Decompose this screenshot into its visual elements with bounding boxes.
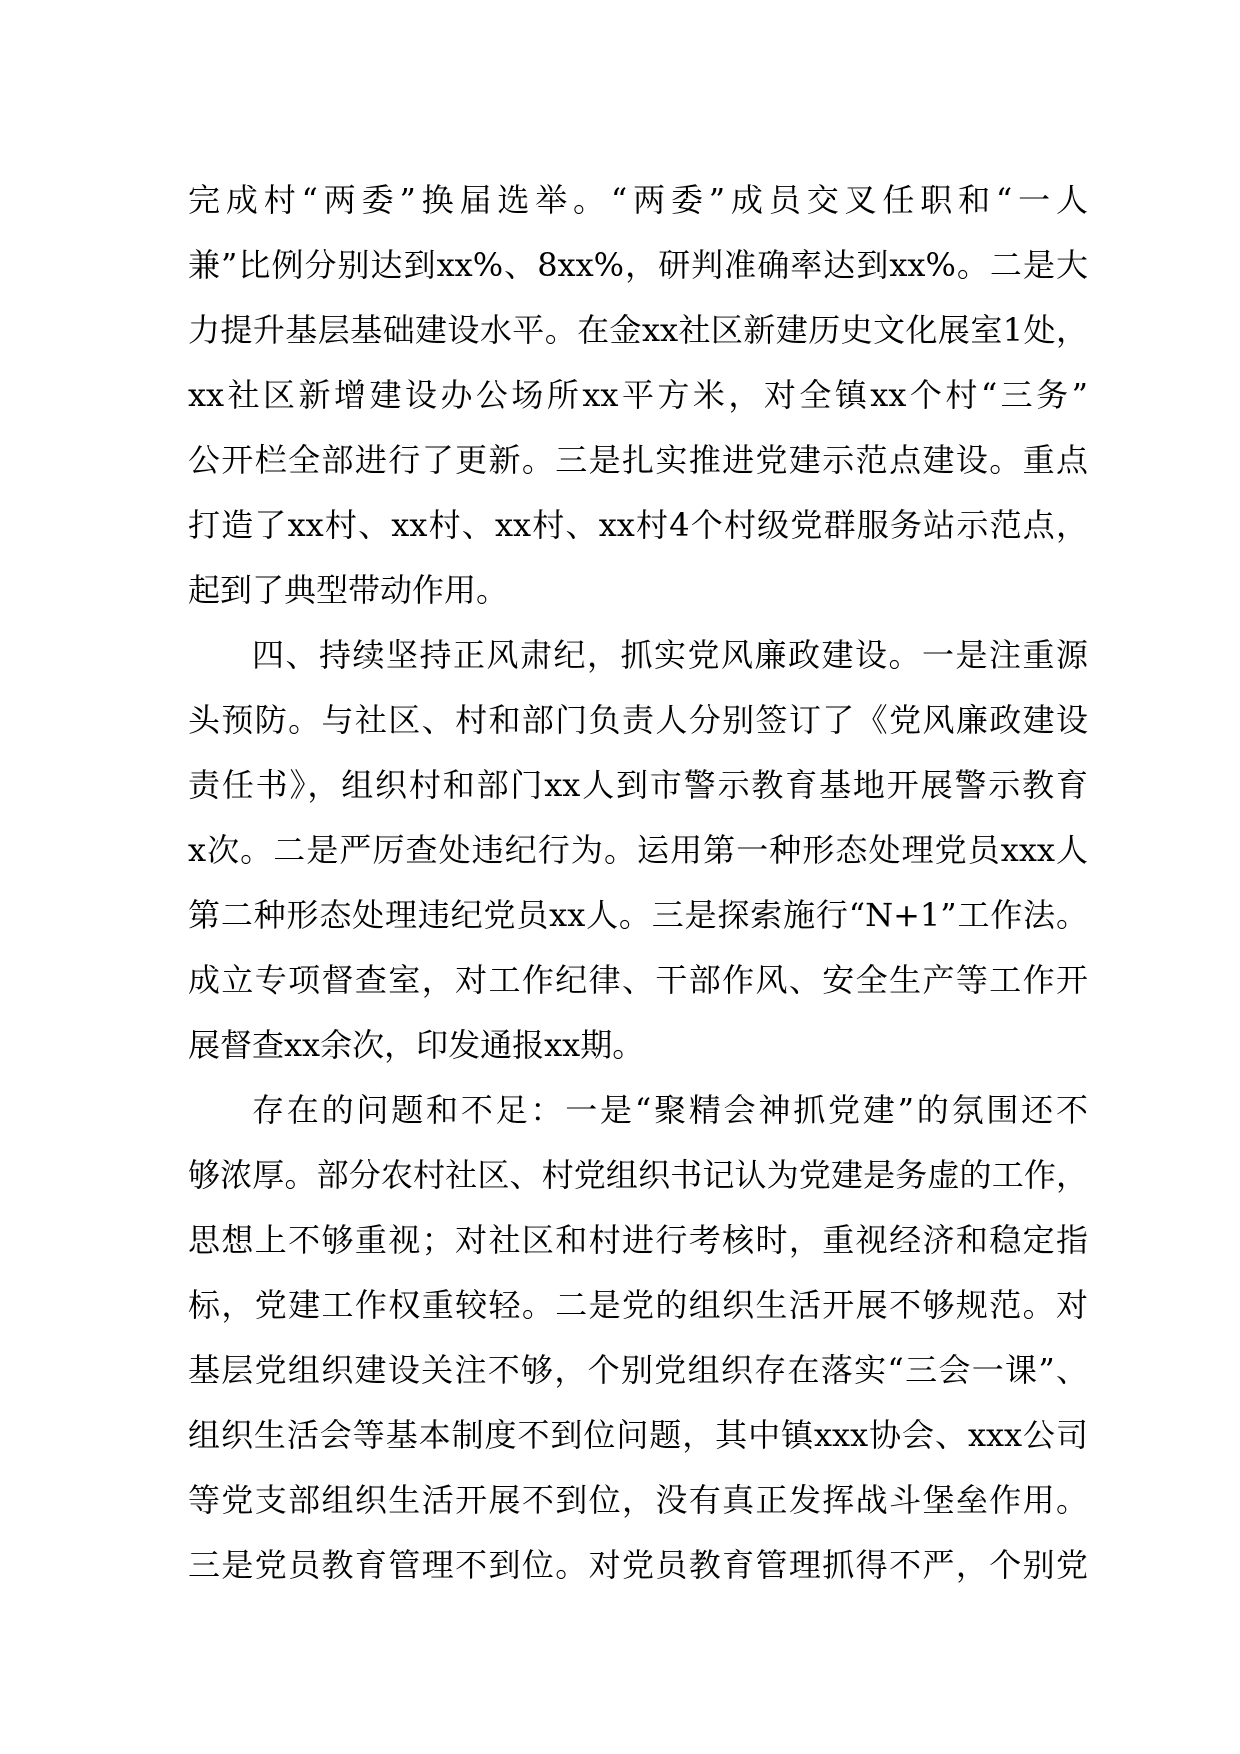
text-line: 第二种形态处理违纪党员xx人。三是探索施行“N+1”工作法。 [188, 896, 1088, 934]
text-line: xx社区新增建设办公场所xx平方米，对全镇xx个村“三务” [188, 376, 1088, 414]
text-line: 基层党组织建设关注不够，个别党组织存在落实“三会一课”、 [188, 1351, 1088, 1389]
text-line: 起到了典型带动作用。 [188, 571, 509, 609]
text-line: 完成村“两委”换届选举。“两委”成员交叉任职和“一人 [188, 181, 1088, 219]
text-line: x次。二是严厉查处违纪行为。运用第一种形态处理党员xxx人 [188, 831, 1088, 869]
text-line: 公开栏全部进行了更新。三是扎实推进党建示范点建设。重点 [188, 441, 1088, 479]
text-line: 头预防。与社区、村和部门负责人分别签订了《党风廉政建设 [188, 701, 1088, 739]
text-line: 组织生活会等基本制度不到位问题，其中镇xxx协会、xxx公司 [188, 1416, 1088, 1454]
text-line: 力提升基层基础建设水平。在金xx社区新建历史文化展室1处， [188, 311, 1088, 349]
text-line: 兼”比例分别达到xx%、8xx%，研判准确率达到xx%。二是大 [188, 246, 1088, 284]
text-line: 展督查xx余次，印发通报xx期。 [188, 1026, 645, 1064]
paragraph-start-line: 四、持续坚持正风肃纪，抓实党风廉政建设。一是注重源 [252, 636, 1088, 674]
text-line: 责任书》，组织村和部门xx人到市警示教育基地开展警示教育 [188, 766, 1088, 804]
text-line: 标，党建工作权重较轻。二是党的组织生活开展不够规范。对 [188, 1286, 1088, 1324]
text-line: 成立专项督查室，对工作纪律、干部作风、安全生产等工作开 [188, 961, 1088, 999]
text-line: 三是党员教育管理不到位。对党员教育管理抓得不严，个别党 [188, 1546, 1088, 1584]
text-line: 思想上不够重视；对社区和村进行考核时，重视经济和稳定指 [188, 1221, 1088, 1259]
text-line: 够浓厚。部分农村社区、村党组织书记认为党建是务虚的工作， [188, 1156, 1088, 1194]
text-line: 打造了xx村、xx村、xx村、xx村4个村级党群服务站示范点， [188, 506, 1088, 544]
text-line: 等党支部组织生活开展不到位，没有真正发挥战斗堡垒作用。 [188, 1481, 1088, 1519]
paragraph-start-line: 存在的问题和不足：一是“聚精会神抓党建”的氛围还不 [252, 1091, 1088, 1129]
body-text [188, 168, 1088, 1598]
